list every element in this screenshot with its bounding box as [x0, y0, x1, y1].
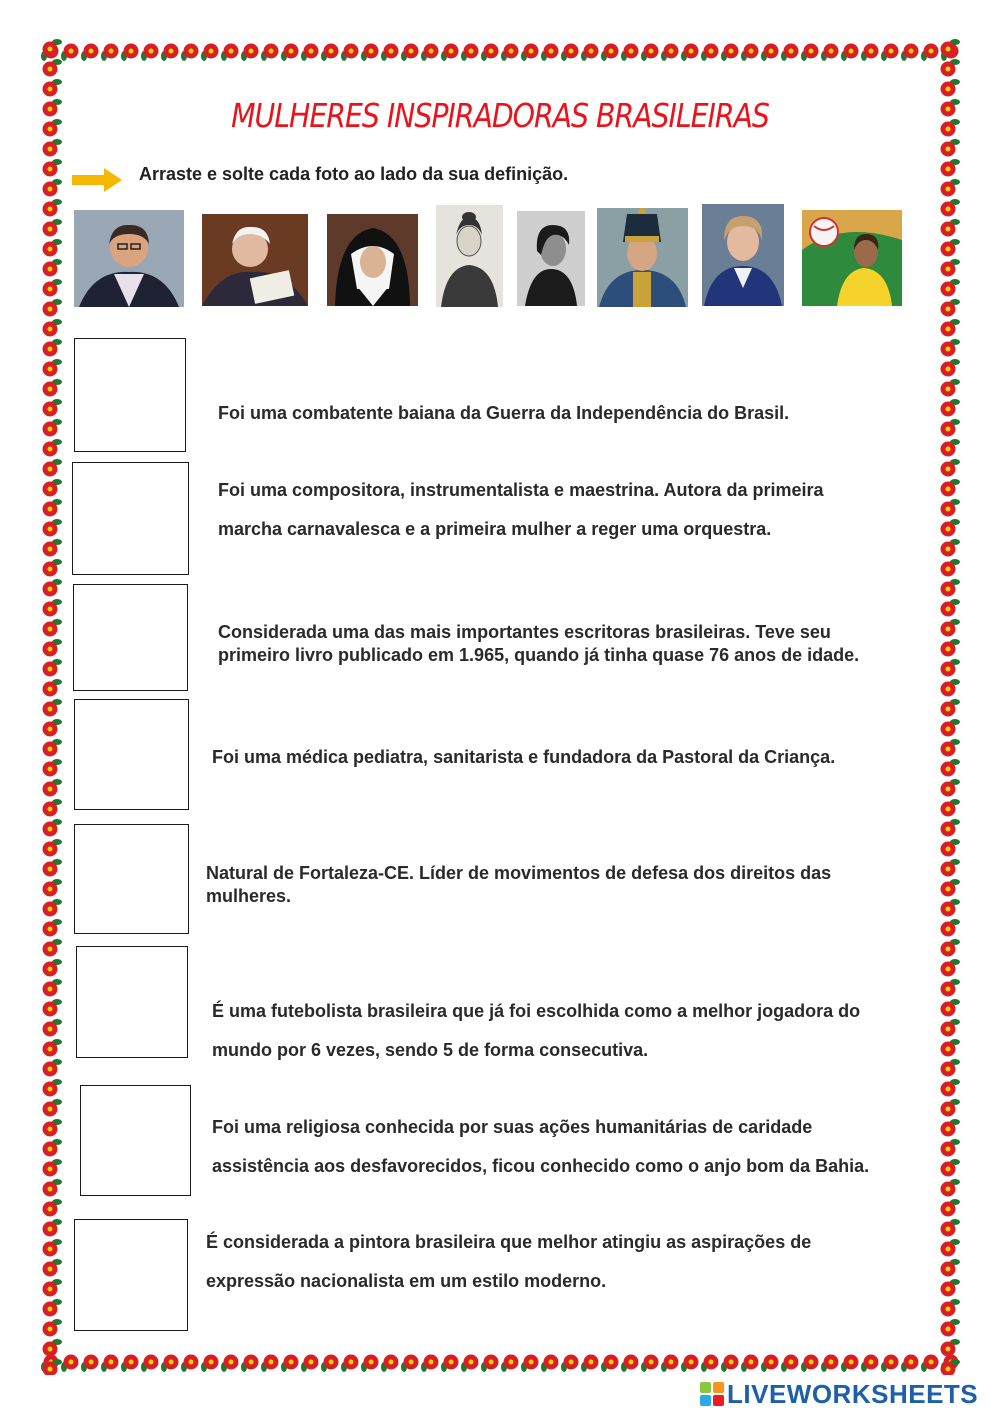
- definition-line: Foi uma religiosa conhecida por suas ações humanitárias de caridade: [212, 1117, 813, 1137]
- definition-line: Considerada uma das mais importantes escritoras brasileiras. Teve seu: [218, 622, 831, 642]
- drop-box-3[interactable]: [73, 584, 188, 691]
- photo-engraving-woman[interactable]: [436, 205, 503, 307]
- flower-border-bottom: [40, 1349, 960, 1375]
- flower-border-right: [936, 38, 962, 1375]
- drop-box-6[interactable]: [76, 946, 188, 1058]
- drop-box-4[interactable]: [74, 699, 189, 810]
- flower-border-left: [38, 38, 64, 1375]
- definition-line: assistência aos desfavorecidos, ficou conhecido como o anjo bom da Bahia.: [212, 1156, 870, 1176]
- photo-bw-woman[interactable]: [517, 211, 585, 306]
- instruction-text: Arraste e solte cada foto ao lado da sua definição.: [139, 164, 569, 184]
- page-title: MULHERES INSPIRADORAS BRASILEIRAS: [231, 96, 769, 135]
- definition-line: É considerada a pintora brasileira que melhor atingiu as aspirações de: [206, 1232, 812, 1252]
- photo-woman-blue-suit[interactable]: [702, 204, 784, 306]
- drop-box-2[interactable]: [72, 462, 189, 575]
- liveworksheets-logo-icon: [700, 1382, 724, 1406]
- definition-8: [206, 1223, 811, 1301]
- definition-6: [212, 992, 860, 1070]
- definition-line: Natural de Fortaleza-CE. Líder de movimentos de defesa dos direitos das: [206, 863, 832, 883]
- definition-1: [218, 403, 789, 424]
- definition-line: Foi uma médica pediatra, sanitarista e fundadora da Pastoral da Criança.: [212, 747, 836, 767]
- definition-3: [218, 621, 859, 667]
- liveworksheets-logo: [700, 1378, 978, 1410]
- drop-box-7[interactable]: [80, 1085, 191, 1196]
- arrow-right-icon: [72, 168, 122, 192]
- definition-line: É uma futebolista brasileira que já foi escolhida como a melhor jogadora do: [212, 1001, 861, 1021]
- definition-7: [212, 1108, 869, 1186]
- drop-box-8[interactable]: [74, 1219, 188, 1331]
- definition-5: [206, 862, 831, 908]
- photo-football-player[interactable]: [802, 210, 902, 306]
- photo-nun[interactable]: [327, 214, 418, 306]
- definition-4: [212, 747, 835, 768]
- photo-elderly-woman-reading[interactable]: [202, 214, 308, 306]
- flower-border-top: [40, 38, 960, 64]
- definition-line: marcha carnavalesca e a primeira mulher a reger uma orquestra.: [218, 519, 772, 539]
- definition-line: mundo por 6 vezes, sendo 5 de forma consecutiva.: [212, 1040, 649, 1060]
- definition-2: [218, 471, 824, 549]
- drop-box-5[interactable]: [74, 824, 189, 934]
- definition-line: primeiro livro publicado em 1.965, quando já tinha quase 76 anos de idade.: [218, 645, 860, 665]
- drop-box-1[interactable]: [74, 338, 186, 452]
- photo-woman-purple-shirt[interactable]: [74, 210, 184, 307]
- definition-line: expressão nacionalista em um estilo moderno.: [206, 1271, 607, 1291]
- photo-painted-soldier[interactable]: [597, 208, 688, 307]
- liveworksheets-logo-text: LIVEWORKSHEETS: [727, 1378, 979, 1409]
- definition-line: Foi uma compositora, instrumentalista e maestrina. Autora da primeira: [218, 480, 824, 500]
- definition-line: Foi uma combatente baiana da Guerra da Independência do Brasil.: [218, 403, 790, 423]
- definition-line: mulheres.: [206, 886, 292, 906]
